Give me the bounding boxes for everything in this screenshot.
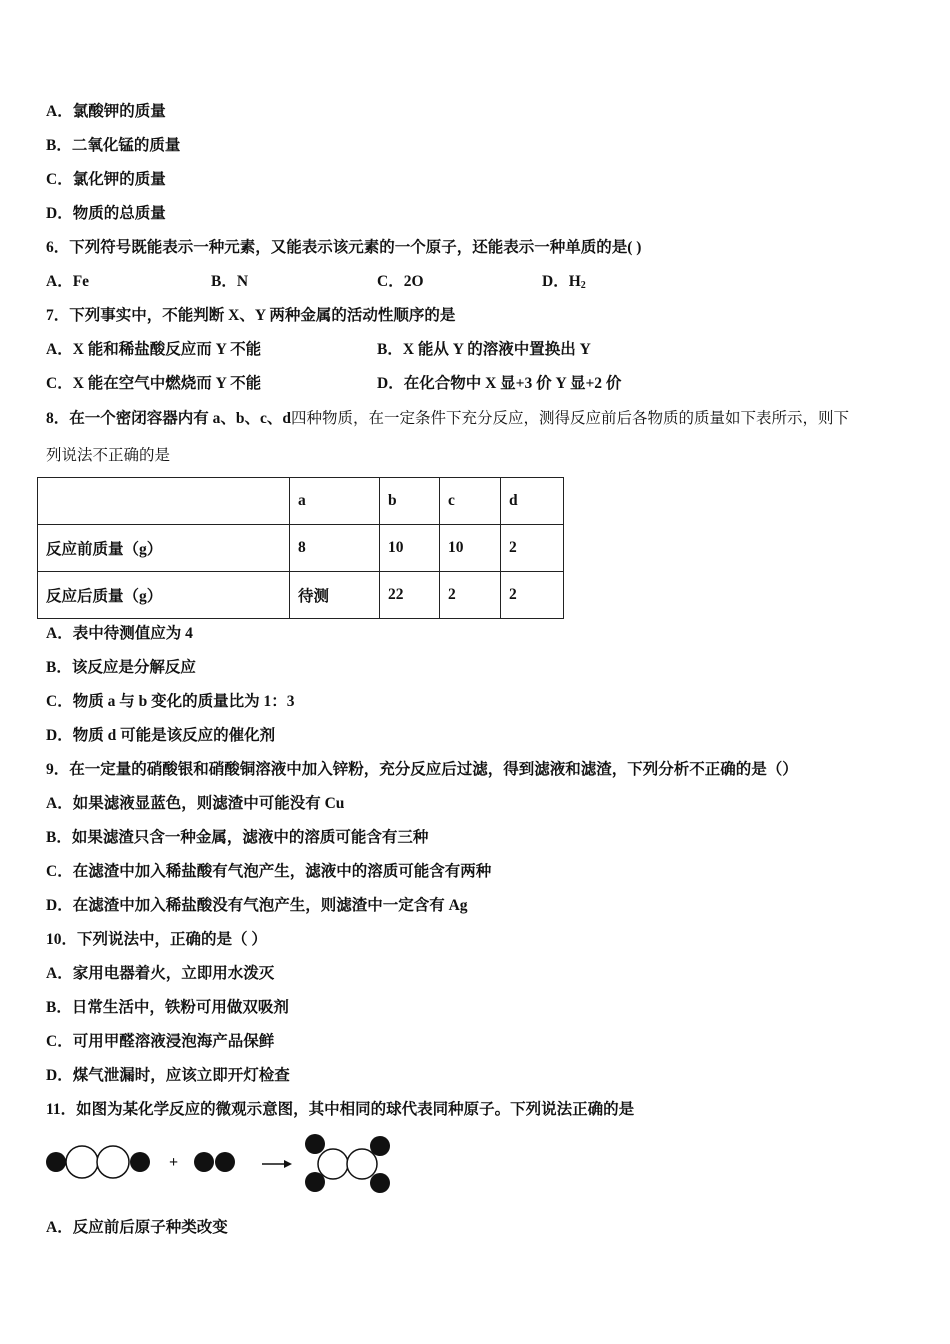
table-cell: 10 — [380, 525, 440, 572]
q6-stem: 6．下列符号既能表示一种元素，又能表示该元素的一个原子，还能表示一种单质的是( ) — [46, 239, 642, 256]
q8-option-b: B．该反应是分解反应 — [46, 659, 196, 676]
table-cell: 8 — [290, 525, 380, 572]
table-cell: 10 — [440, 525, 501, 572]
q8-stem-line2: 列说法不正确的是 — [46, 447, 171, 464]
table-cell: 22 — [380, 572, 440, 619]
table-cell: 2 — [501, 525, 564, 572]
reaction-diagram — [40, 1130, 400, 1196]
plus-sign: + — [169, 1154, 179, 1171]
q5-option-b: B．二氧化锰的质量 — [46, 137, 181, 154]
reactant-molecule-1 — [46, 1146, 150, 1178]
q11-option-a: A．反应前后原子种类改变 — [46, 1219, 228, 1236]
white-atom — [347, 1149, 377, 1179]
q9-option-a: A．如果滤液显蓝色，则滤渣中可能没有 Cu — [46, 795, 345, 812]
q7-option-d: D．在化合物中 X 显+3 价 Y 显+2 价 — [377, 375, 622, 392]
black-atom — [305, 1134, 325, 1154]
table-row — [38, 572, 564, 619]
table-cell: 反应后质量（g） — [38, 572, 290, 619]
q10-option-b: B．日常生活中，铁粉可用做双吸剂 — [46, 999, 289, 1016]
q8-option-d: D．物质 d 可能是该反应的催化剂 — [46, 727, 276, 744]
arrow-icon — [262, 1160, 292, 1168]
white-atom — [97, 1146, 129, 1178]
q6-option-d-subscript: 2 — [580, 280, 586, 291]
q7-stem: 7．下列事实中，不能判断 X、Y 两种金属的活动性顺序的是 — [46, 307, 456, 324]
q7-option-c: C．X 能在空气中燃烧而 Y 不能 — [46, 375, 262, 392]
q10-option-a: A．家用电器着火，立即用水泼灭 — [46, 965, 275, 982]
q10-stem: 10．下列说法中，正确的是（ ） — [46, 931, 267, 948]
q6-option-c: C．2O — [377, 273, 424, 290]
q6-option-a: A．Fe — [46, 273, 90, 290]
q8-stem — [46, 409, 849, 429]
q8-option-c: C．物质 a 与 b 变化的质量比为 1：3 — [46, 693, 295, 710]
table-header-row — [38, 478, 564, 525]
black-atom — [46, 1152, 66, 1172]
black-atom — [215, 1152, 235, 1172]
q6-option-b: B．N — [211, 273, 249, 290]
black-atom — [370, 1136, 390, 1156]
table-row — [38, 525, 564, 572]
table-cell: 待测 — [290, 572, 380, 619]
q8-stem-rest: 四种物质，在一定条件下充分反应，测得反应前后各物质的质量如下表所示，则下 — [291, 410, 850, 427]
black-atom — [130, 1152, 150, 1172]
table-header-cell: b — [380, 478, 440, 525]
table-header-cell — [38, 478, 290, 525]
q5-option-c: C．氯化钾的质量 — [46, 171, 166, 188]
q8-stem-bold: 8．在一个密闭容器内有 a、b、c、d — [46, 410, 291, 427]
q7-option-b: B．X 能从 Y 的溶液中置换出 Y — [377, 341, 591, 358]
table-header-cell: c — [440, 478, 501, 525]
white-atom — [66, 1146, 98, 1178]
black-atom — [194, 1152, 214, 1172]
q8-option-a: A．表中待测值应为 4 — [46, 625, 193, 642]
table-header-cell: a — [290, 478, 380, 525]
black-atom — [370, 1173, 390, 1193]
q5-option-d: D．物质的总质量 — [46, 205, 166, 222]
q6-option-d-text: D．H — [542, 273, 581, 290]
table-header-cell: d — [501, 478, 564, 525]
q9-stem: 9．在一定量的硝酸银和硝酸铜溶液中加入锌粉，充分反应后过滤，得到滤液和滤渣，下列分析不正确的是（） — [46, 761, 798, 778]
q9-option-b: B．如果滤渣只含一种金属，滤液中的溶质可能含有三种 — [46, 829, 429, 846]
q9-option-c: C．在滤渣中加入稀盐酸有气泡产生，滤液中的溶质可能含有两种 — [46, 863, 492, 880]
white-atom — [318, 1149, 348, 1179]
q10-option-d: D．煤气泄漏时，应该立即开灯检查 — [46, 1067, 290, 1084]
table-cell: 2 — [501, 572, 564, 619]
q9-option-d: D．在滤渣中加入稀盐酸没有气泡产生，则滤渣中一定含有 Ag — [46, 897, 468, 914]
q5-option-a: A．氯酸钾的质量 — [46, 103, 166, 120]
product-molecule — [305, 1134, 390, 1193]
table-cell: 2 — [440, 572, 501, 619]
q11-stem: 11．如图为某化学反应的微观示意图，其中相同的球代表同种原子。下列说法正确的是 — [46, 1101, 635, 1118]
black-atom — [305, 1172, 325, 1192]
reactant-molecule-2 — [194, 1152, 235, 1172]
table-cell: 反应前质量（g） — [38, 525, 290, 572]
q7-option-a: A．X 能和稀盐酸反应而 Y 不能 — [46, 341, 262, 358]
q10-option-c: C．可用甲醛溶液浸泡海产品保鲜 — [46, 1033, 275, 1050]
q8-table — [37, 477, 564, 619]
q6-option-d — [542, 272, 586, 296]
